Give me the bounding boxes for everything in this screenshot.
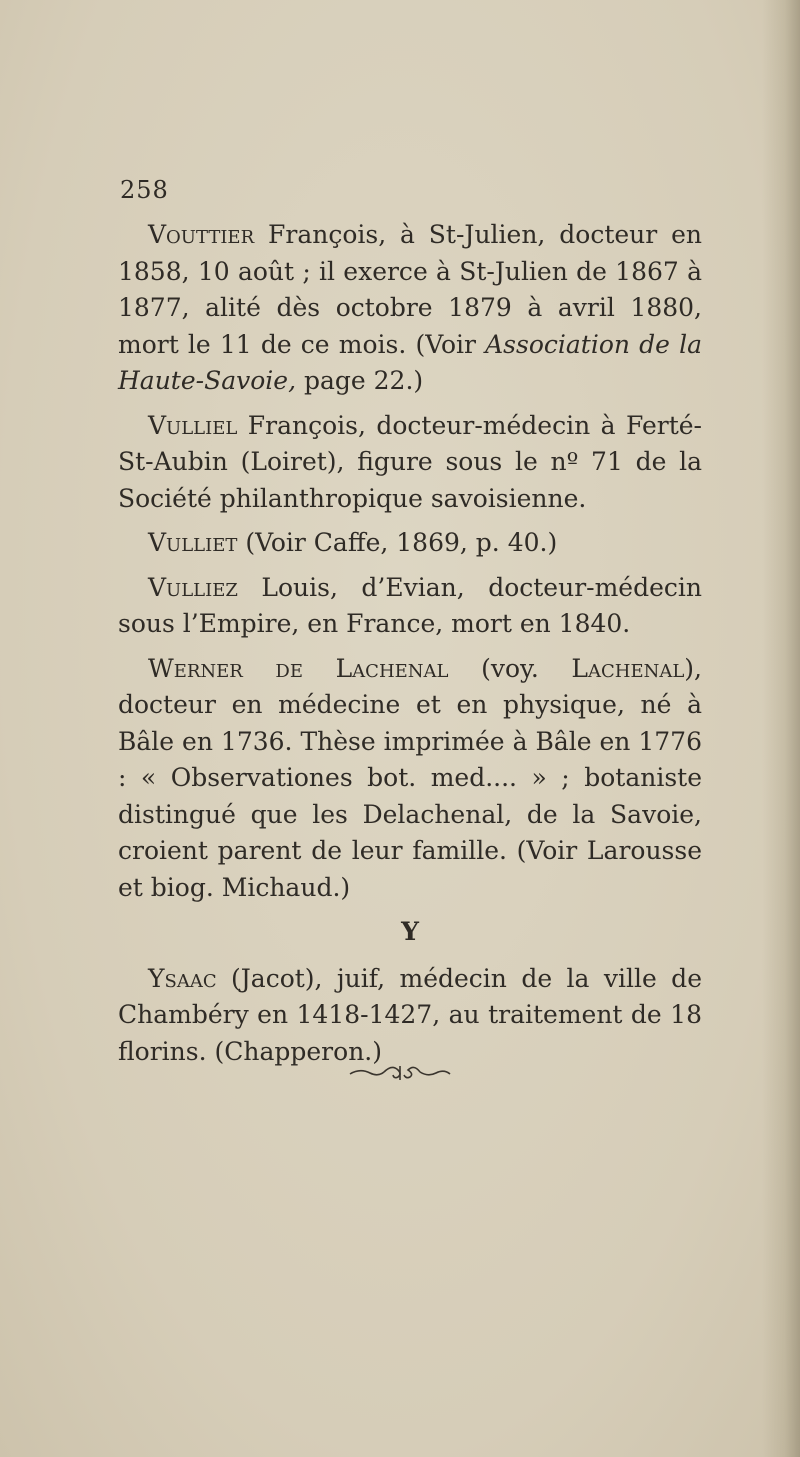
text-block bbox=[118, 217, 702, 1078]
entry-text: François, docteur-médecin à Ferté-St-Aubin (Loiret), figure sous le nº 71 de la Société philanthropique savoisienne. bbox=[118, 410, 702, 513]
entry-text: (Jacot), juif, médecin de la ville de Chambéry en 1418-1427, au traitement de 18 florins. (Chapperon.) bbox=[118, 963, 702, 1066]
entry-text: Louis, d’Evian, docteur-médecin sous l’Empire, en France, mort en 1840. bbox=[118, 572, 702, 638]
entry-name: Vulliez bbox=[148, 572, 238, 602]
entry-text: (voy. bbox=[448, 653, 572, 683]
entry-text: (Voir Caffe, 1869, p. 40.) bbox=[237, 528, 558, 557]
entry-vulliez bbox=[118, 570, 702, 643]
entry-italic: Association de la Haute-Savoie, bbox=[118, 329, 703, 395]
entry-name: Vulliet bbox=[148, 528, 238, 557]
entry-werner bbox=[118, 651, 702, 907]
entry-text: François, à St-Julien, docteur en 1858, 10 août ; il exerce à St-Julien de 1867 à 1877, alité dès octobre 1879 à avril 1880, mort le 11 de ce mois. (Voir bbox=[118, 220, 702, 359]
section-letter: Y bbox=[401, 917, 419, 946]
page-number: 258 bbox=[120, 176, 169, 204]
entry-name: Vulliel bbox=[148, 410, 238, 440]
entry-vulliet bbox=[118, 525, 702, 562]
entry-vouttier bbox=[118, 217, 702, 400]
entry-vulliel bbox=[118, 408, 702, 518]
entry-name: Vouttier bbox=[148, 220, 255, 249]
entry-tail: ), docteur en médecine et en physique, né à Bâle en 1736. Thèse imprimée à Bâle en 1776 : « Observationes bot. med.... » ; botaniste distingué que les Delachenal, de la Savoie, croient parent de leur famille. (Voir Larousse et biog. Michaud.) bbox=[118, 653, 702, 902]
entry-tail: page 22.) bbox=[296, 366, 424, 395]
entry-smallcaps: Lachenal bbox=[571, 653, 685, 683]
entry-name: Ysaac bbox=[148, 963, 217, 993]
page-edge-shadow bbox=[762, 0, 800, 1457]
entry-ysaac bbox=[118, 961, 702, 1071]
entry-name: Werner de Lachenal bbox=[148, 653, 449, 683]
fleuron-ornament-icon bbox=[348, 1062, 452, 1082]
